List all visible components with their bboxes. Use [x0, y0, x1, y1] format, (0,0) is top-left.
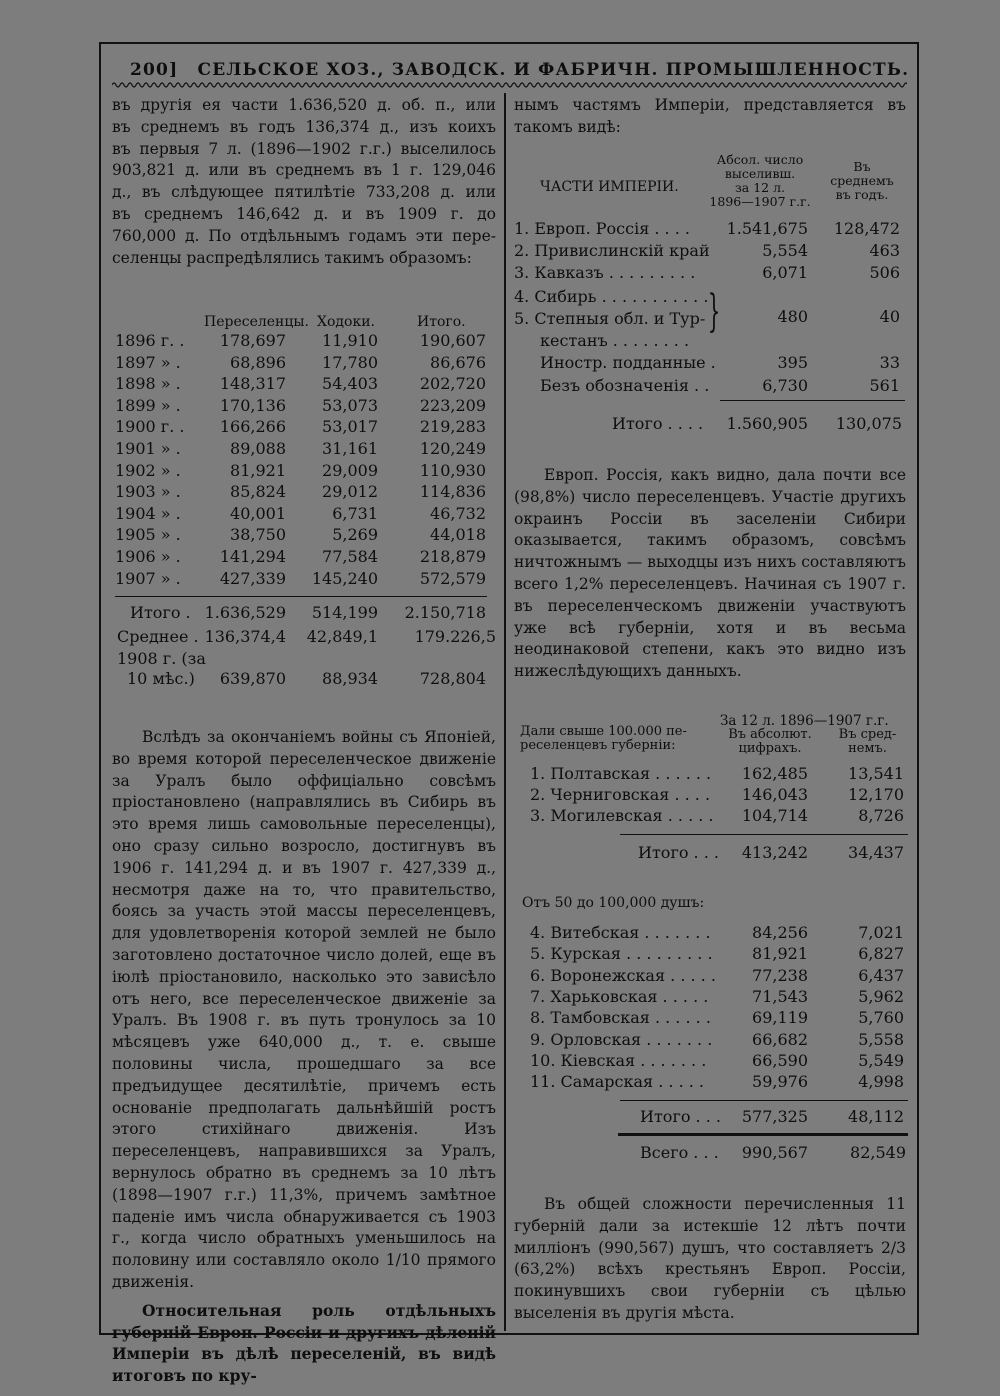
row-value: 6,071	[762, 263, 808, 282]
row-label: 1905 » .	[115, 525, 181, 545]
page-header	[130, 60, 910, 80]
col-header: Въ среднемъ въ годъ.	[830, 159, 894, 202]
row-value: 561	[869, 376, 900, 395]
row-value: 6,730	[762, 376, 808, 395]
row-value: 162,485	[741, 764, 808, 783]
text-line: такомъ видѣ:	[514, 117, 621, 136]
right-body	[514, 465, 906, 683]
row-value: 6,731	[332, 503, 378, 523]
total-value: 48,112	[848, 1107, 904, 1126]
row-label: 5. Степныя обл. и Тур-	[514, 309, 706, 328]
column-divider	[504, 93, 506, 1331]
row-value: 13,541	[848, 764, 904, 783]
grand-label: Всего . . .	[640, 1143, 719, 1162]
row-value: 110,930	[419, 460, 486, 480]
table-rule	[620, 834, 908, 835]
col-header: Итого.	[417, 314, 466, 330]
row-value: 6,827	[858, 944, 904, 964]
row-value: 11,910	[322, 331, 378, 350]
row-value: 128,472	[833, 219, 900, 238]
row-value: 68,896	[230, 352, 286, 372]
text-line: въ среднемъ въ годъ 136,374 д., изъ коихъ	[112, 117, 496, 136]
col-header: Абсол. число выселивш. за 12 л. 1896—1907 г.г.	[709, 152, 811, 209]
row-label: 3. Могилевская . . . . .	[530, 806, 714, 825]
row-value: 5,962	[858, 986, 904, 1006]
row-value: 202,720	[419, 374, 486, 394]
year-1908-value: 728,804	[419, 669, 486, 688]
row-value: 219,283	[419, 417, 486, 437]
running-title: СЕЛЬСКОЕ ХОЗ., ЗАВОДСК. И ФАБРИЧН. ПРОМЫШЛЕННОСТЬ.	[197, 60, 910, 80]
row-label: 9. Орловская . . . . . . .	[530, 1029, 713, 1049]
row-value: 1.541,675	[726, 219, 808, 238]
year-1908-value: 639,870	[219, 669, 286, 688]
text-line: 903,821 д. или въ среднемъ въ 1 г. 129,046	[112, 161, 496, 180]
mean-value: 42,849,1	[306, 627, 378, 646]
mean-label: Среднее .	[117, 627, 199, 646]
row-label: 1903 » .	[115, 482, 181, 502]
row-value: 53,017	[322, 417, 378, 437]
row-value: 69,119	[752, 1008, 808, 1028]
row-label: 1. Европ. Россія . . . .	[514, 219, 690, 238]
row-value: 77,238	[752, 965, 808, 985]
row-value: 141,294	[219, 547, 286, 566]
text-line: въ первыя 7 л. (1896—1902 г.г.) выселилось	[112, 139, 496, 158]
row-label: 3. Кавказъ . . . . . . . . .	[514, 263, 696, 282]
col-header: ЧАСТИ ИМПЕРІИ.	[540, 179, 679, 195]
text-line: селенцы распредѣлялись такимъ образомъ:	[112, 248, 472, 267]
row-value: 29,009	[322, 460, 378, 480]
col-header: Въ абсолют. цифрахъ.	[728, 727, 812, 756]
row-value: 12,170	[848, 785, 904, 804]
paragraph: Европ. Россія, какъ видно, дала почти все (98,8%) число переселенцевъ. Участіе другихъ окраинъ Россіи въ заселеніи Сибири оказывается, такимъ образомъ, совсѣмъ ничтожнымъ — выходцы изъ нихъ составляютъ всего 1,2% переселенцевъ. Начиная съ 1907 г. въ переселенческомъ движеніи участвуютъ уже всѣ губерніи, хотя и въ весьма неодинаковой степени, какъ это видно изъ нижеслѣдующихъ данныхъ.	[514, 466, 906, 681]
total-value: 1.636,529	[204, 603, 286, 622]
row-value: 81,921	[752, 944, 808, 964]
row-value: 53,073	[322, 395, 378, 415]
total-label: Итого . . .	[638, 843, 719, 862]
row-label: кестанъ . . . . . . . .	[540, 331, 690, 350]
col-header: Дали свыше 100.000 пе- реселенцевъ губерніи:	[520, 724, 687, 753]
row-value: 145,240	[311, 568, 378, 588]
row-label: 5. Курская . . . . . . . . .	[530, 944, 713, 964]
total-label: Итого .	[130, 603, 191, 622]
row-label: 6. Воронежская . . . . .	[530, 965, 716, 985]
row-label: 8. Тамбовская . . . . . .	[530, 1008, 711, 1028]
row-label: 1897 » .	[115, 352, 181, 372]
table-rule	[720, 400, 905, 401]
row-value: 38,750	[230, 525, 286, 545]
page-number: 200]	[130, 60, 179, 80]
wavy-rule	[112, 80, 907, 90]
row-value: 77,584	[322, 547, 378, 566]
row-value: 46,732	[430, 503, 486, 523]
total-value: 413,242	[741, 843, 808, 862]
row-value: 31,161	[322, 439, 378, 458]
row-value: 86,676	[430, 352, 486, 372]
row-label: 11. Самарская . . . . .	[530, 1072, 704, 1092]
row-value: 85,824	[230, 482, 286, 502]
row-value: 40	[879, 307, 900, 326]
year-1908-value: 88,934	[322, 669, 378, 688]
row-value: 89,088	[230, 439, 286, 458]
brace-icon: }	[707, 286, 721, 337]
right-intro	[514, 95, 906, 139]
row-value: 44,018	[430, 525, 486, 545]
mean-value: 136,374,4	[204, 627, 286, 646]
row-value: 114,836	[419, 482, 486, 502]
row-value: 395	[777, 353, 808, 372]
total-value: 577,325	[741, 1107, 808, 1126]
row-value: 5,269	[332, 525, 378, 545]
row-value: 59,976	[752, 1072, 808, 1092]
row-label: 4. Сибирь . . . . . . . . . . .	[514, 287, 709, 306]
text-line: 760,000 д. По отдѣльнымъ годамъ эти пере-	[112, 226, 496, 245]
row-value: 5,760	[858, 1008, 904, 1028]
row-value: 8,726	[858, 806, 904, 825]
row-value: 104,714	[741, 806, 808, 825]
row-label: 1907 » .	[115, 568, 181, 588]
row-label: 1901 » .	[115, 439, 181, 458]
row-label: Безъ обозначенія . .	[540, 376, 710, 395]
col-header: Въ сред- немъ.	[838, 727, 897, 756]
text-line: нымъ частямъ Имперіи, представляется въ	[514, 96, 906, 114]
row-label: 1896 г. .	[115, 331, 185, 350]
left-body	[112, 727, 496, 1387]
year-1908-label: 10 мѣс.)	[127, 669, 195, 688]
row-value: 66,590	[752, 1050, 808, 1070]
row-label: 1906 » .	[115, 547, 181, 566]
row-value: 6,437	[858, 965, 904, 985]
row-value: 166,266	[219, 417, 286, 437]
right-final	[514, 1194, 906, 1325]
col-header: За 12 л. 1896—1907 г.г.	[720, 713, 889, 729]
paragraph: Относительная роль отдѣльныхъ губерній Европ. Россіи и другихъ дѣленій Имперіи въ дѣлѣ переселеній, въ видѣ итоговъ по кру-	[112, 1300, 496, 1386]
total-value: 130,075	[835, 414, 902, 433]
row-value: 84,256	[752, 923, 808, 942]
row-value: 29,012	[322, 482, 378, 502]
row-label: Иностр. подданные .	[540, 353, 716, 372]
row-value: 480	[777, 307, 808, 326]
row-label: 2. Привислинскій край	[514, 241, 710, 260]
table-rule	[115, 596, 487, 597]
table-rule	[620, 1100, 908, 1101]
row-value: 71,543	[752, 986, 808, 1006]
row-value: 5,549	[858, 1050, 904, 1070]
total-label: Итого . . .	[640, 1107, 721, 1126]
row-value: 146,043	[741, 785, 808, 804]
row-value: 170,136	[219, 395, 286, 415]
row-value: 66,682	[752, 1029, 808, 1049]
col-header: Переселенцы.	[204, 314, 309, 330]
mean-value: 179.226,5	[414, 627, 496, 646]
row-label: 1899 » .	[115, 395, 181, 415]
left-intro	[112, 95, 496, 269]
grand-value: 82,549	[850, 1143, 906, 1162]
table-rule-thick	[618, 1133, 908, 1136]
row-label: 1900 г. .	[115, 417, 185, 437]
row-label: 1902 » .	[115, 460, 181, 480]
row-value: 148,317	[219, 374, 286, 394]
row-value: 120,249	[419, 439, 486, 458]
row-value: 506	[869, 263, 900, 282]
row-value: 427,339	[219, 568, 286, 588]
row-value: 81,921	[230, 460, 286, 480]
row-value: 223,209	[419, 395, 486, 415]
row-value: 572,579	[419, 568, 486, 588]
grand-value: 990,567	[741, 1143, 808, 1162]
total-value: 1.560,905	[726, 414, 808, 433]
row-label: 1. Полтавская . . . . . .	[530, 764, 712, 783]
row-value: 218,879	[419, 547, 486, 566]
row-value: 40,001	[230, 503, 286, 523]
row-value: 463	[869, 241, 900, 260]
row-label: 4. Витебская . . . . . . .	[530, 923, 711, 942]
row-value: 33	[879, 353, 900, 372]
total-label: Итого . . . .	[612, 414, 704, 433]
text-line: въ другія ея части 1.636,520 д. об. п., или	[112, 96, 496, 114]
text-line: въ среднемъ 146,642 д. и въ 1909 г. до	[112, 204, 496, 223]
row-label: 1904 » .	[115, 503, 181, 523]
row-value: 7,021	[858, 923, 904, 942]
row-value: 17,780	[322, 352, 378, 372]
row-value: 5,554	[762, 241, 808, 260]
row-value: 54,403	[322, 374, 378, 394]
paragraph: Вслѣдъ за окончаніемъ войны съ Японіей, во время которой переселенческое движеніе за Уралъ было оффиціально совсѣмъ пріостановлено (направлялись въ Сибирь въ это время лишь самовольные переселенцы), оно сразу сильно возросло, достигнувъ въ 1906 г. 141,294 д. и въ 1907 г. 427,339 д., несмотря даже на то, что правительство, боясь за участь этой массы переселенцевъ, для удовлетворенія которой землей не было заготовлено достаточное число долей, еще въ іюлѣ пріостановило, насколько это зависѣло отъ него, все переселенческое движеніе за Уралъ. Въ 1908 г. въ путь тронулось за 10 мѣсяцевъ уже 640,000 д., т. е. свыше половины числа, прошедшаго за все предъидущее десятилѣтіе, причемъ есть основаніе предполагать дальнѣйшій ростъ этого стихійнаго движенія. Изъ переселенцевъ, направившихся за Уралъ, вернулось обратно въ среднемъ за 10 лѣтъ (1898—1907 г.г.) 11,3%, причемъ замѣтное паденіе имъ числа обнаруживается съ 1903 г., когда число обратныхъ уменьшилось на половину или составляло около 1/10 прямого движенія.	[112, 728, 496, 1291]
row-value: 5,558	[858, 1029, 904, 1049]
row-label: 1898 » .	[115, 374, 181, 394]
year-1908-label: 1908 г. (за	[117, 649, 206, 668]
row-label: 10. Кіевская . . . . . . .	[530, 1050, 707, 1070]
total-value: 514,199	[311, 603, 378, 622]
row-label: 2. Черниговская . . . .	[530, 785, 711, 804]
total-value: 2.150,718	[404, 603, 486, 622]
row-label: 7. Харьковская . . . . .	[530, 986, 709, 1006]
row-value: 190,607	[419, 331, 486, 350]
row-value: 178,697	[219, 331, 286, 350]
text-line: д., въ слѣдующее пятилѣтіе 733,208 д. или	[112, 183, 496, 202]
group-label: Отъ 50 до 100,000 душъ:	[522, 895, 705, 911]
total-value: 34,437	[848, 843, 904, 862]
col-header: Ходоки.	[317, 314, 375, 330]
paragraph: Въ общей сложности перечисленныя 11 губерній дали за истекшіе 12 лѣтъ почти милліонъ (990,567) душъ, что составляетъ 2/3 (63,2%) всѣхъ крестьянъ Европ. Россіи, покинувшихъ свои губерніи съ цѣлью выселенія въ другія мѣста.	[514, 1195, 906, 1322]
row-value: 4,998	[858, 1072, 904, 1092]
